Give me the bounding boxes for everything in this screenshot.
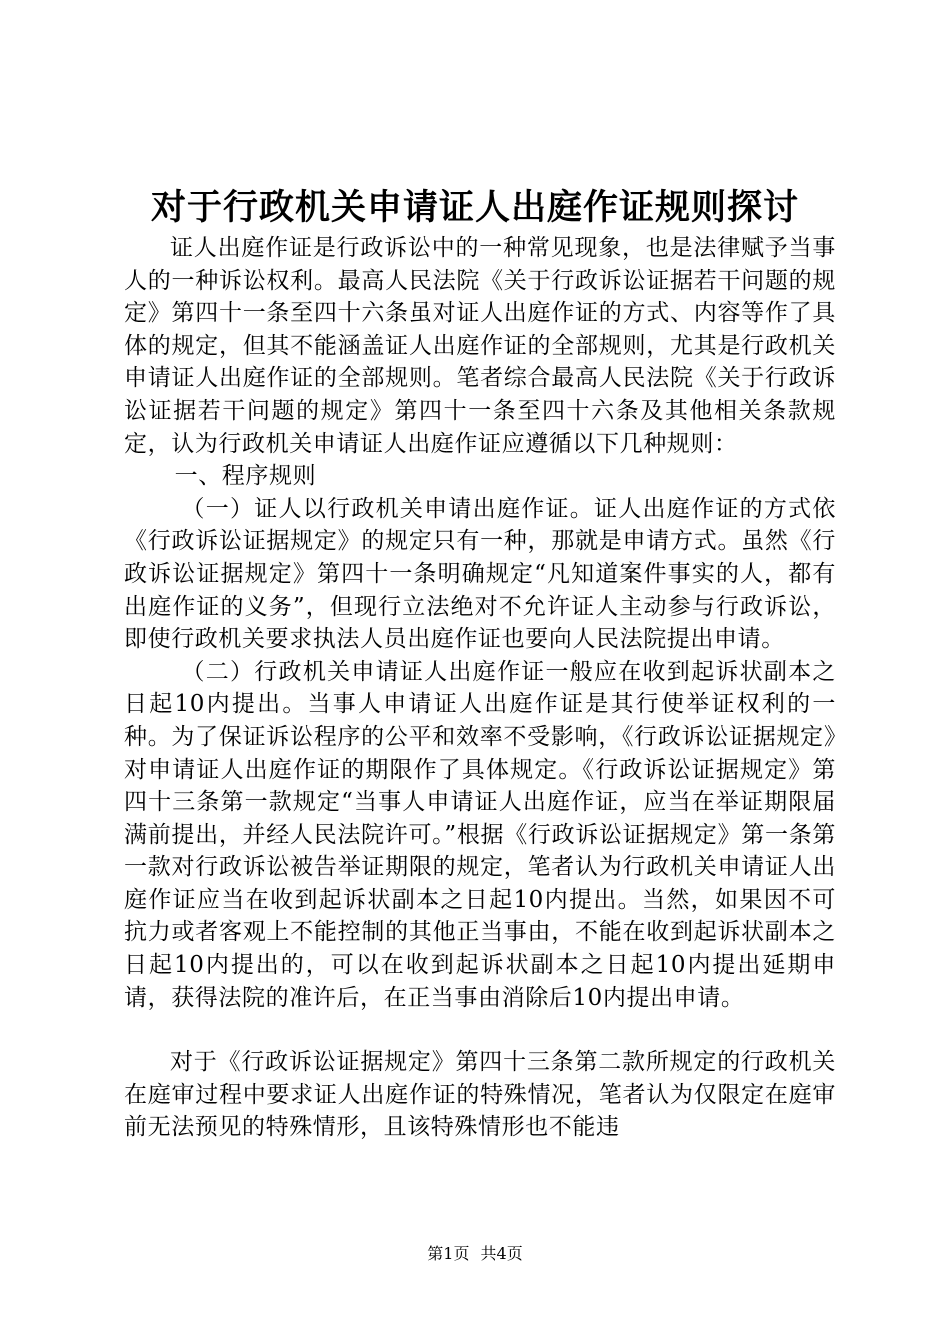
page-footer — [0, 1243, 950, 1265]
paragraph-special-case: 对于《行政诉讼证据规定》第四十三条第二款所规定的行政机关在庭审过程中要求证人出庭作证的特殊情况，笔者认为仅限定在庭审前无法预见的特殊情形，且该特殊情形也不能违 — [124, 1049, 836, 1141]
page-number: 第1页 — [427, 1244, 470, 1263]
paragraph-rule-2: （二）行政机关申请证人出庭作证一般应在收到起诉状副本之日起10内提出。当事人申请证人出庭作证是其行使举证权利的一种。为了保证诉讼程序的公平和效率不受影响，《行政诉讼证据规定》对申请证人出庭作证的期限作了具体规定。《行政诉讼证据规定》第四十三条第一款规定“当事人申请证人出庭作证，应当在举证期限届满前提出，并经人民法院许可。”根据《行政诉讼证据规定》第一条第一款对行政诉讼被告举证期限的规定，笔者认为行政机关申请证人出庭作证应当在收到起诉状副本之日起10内提出。当然，如果因不可抗力或者客观上不能控制的其他正当事由，不能在收到起诉状副本之日起10内提出的，可以在收到起诉状副本之日起10内提出延期申请，获得法院的准许后，在正当事由消除后10内提出申请。 — [124, 658, 836, 1011]
document-title: 对于行政机关申请证人出庭作证规则探讨 — [150, 187, 799, 228]
paragraph-rule-1: （一）证人以行政机关申请出庭作证。证人出庭作证的方式依《行政诉讼证据规定》的规定只有一种，那就是申请方式。虽然《行政诉讼证据规定》第四十一条明确规定“凡知道案件事实的人，都有出庭作证的义务”，但现行立法绝对不允许证人主动参与行政诉讼，即使行政机关要求执法人员出庭作证也要向人民法院提出申请。 — [124, 495, 836, 653]
page-total: 共4页 — [480, 1244, 523, 1263]
section-heading-procedure: 一、程序规则 — [174, 463, 317, 490]
document-body — [124, 232, 836, 1144]
paragraph-intro: 证人出庭作证是行政诉讼中的一种常见现象，也是法律赋予当事人的一种诉讼权利。最高人民法院《关于行政诉讼证据若干问题的规定》第四十一条至四十六条虽对证人出庭作证的方式、内容等作了具体的规定，但其不能涵盖证人出庭作证的全部规则，尤其是行政机关申请证人出庭作证的全部规则。笔者综合最高人民法院《关于行政诉讼证据若干问题的规定》第四十一条至四十六条及其他相关条款规定，认为行政机关申请证人出庭作证应遵循以下几种规则： — [124, 235, 836, 457]
